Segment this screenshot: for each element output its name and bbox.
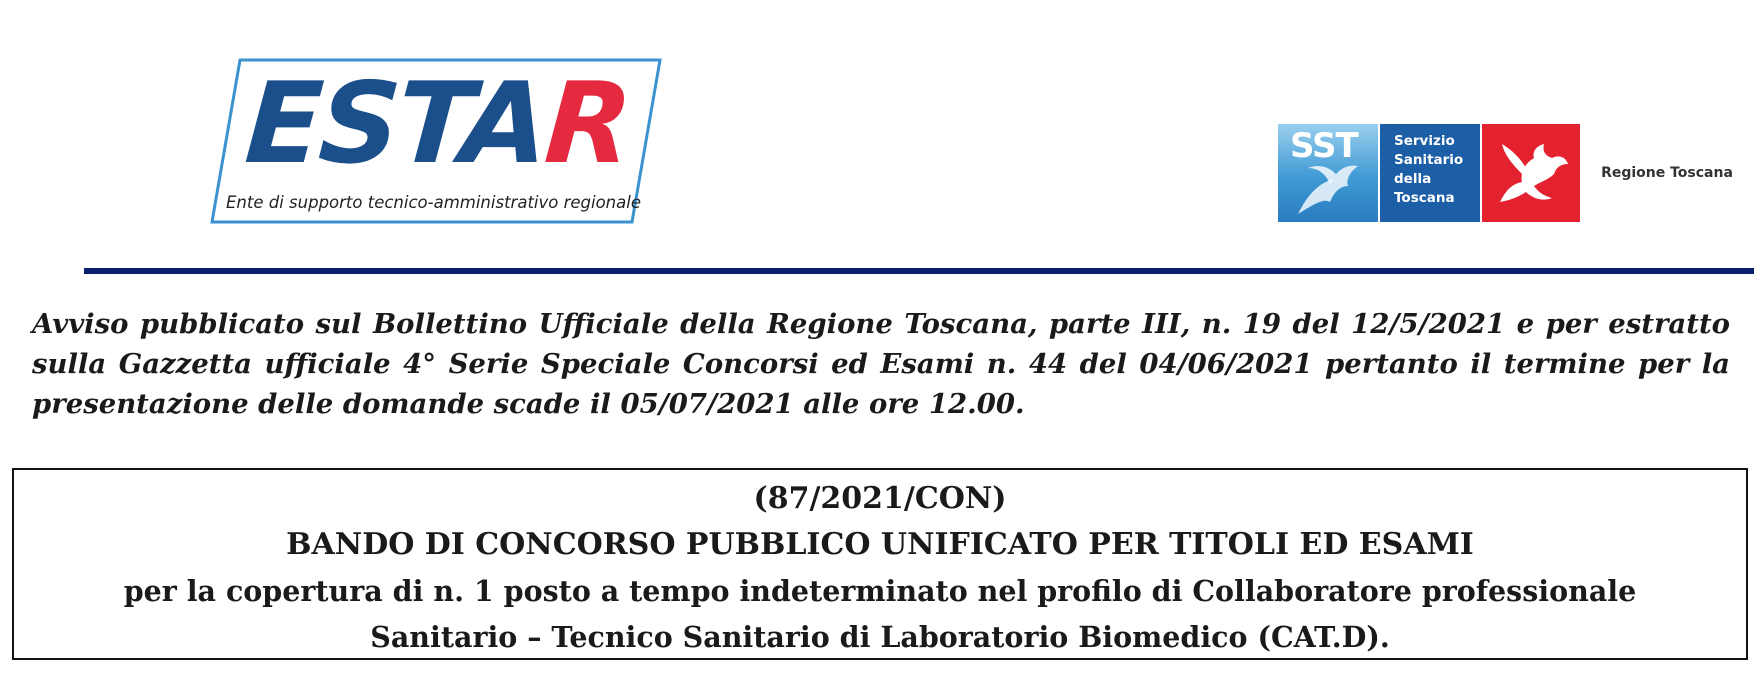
sst-logo — [1278, 124, 1752, 222]
sst-service-label — [1380, 124, 1480, 222]
header-divider — [84, 268, 1754, 274]
estar-logo — [210, 58, 662, 224]
sst-service-line: Toscana — [1394, 190, 1455, 206]
bando-header-box — [12, 468, 1748, 660]
tuscany-pegasus-emblem — [1482, 124, 1580, 222]
bando-title: BANDO DI CONCORSO PUBBLICO UNIFICATO PER TITOLI ED ESAMI — [286, 527, 1474, 562]
estar-wordmark — [241, 59, 634, 189]
sst-service-line: della — [1394, 171, 1432, 187]
publication-notice: Avviso pubblicato sul Bollettino Ufficiale della Regione Toscana, parte III, n. 19 del 12/5/2021 e per estratto sulla Gazzetta ufficiale 4° Serie Speciale Concorsi ed Esami n. 44 del 04/06/2021 pertanto il termine per la presentazione delle domande scade il 05/07/2021 alle ore 12.00. — [32, 308, 1730, 420]
sst-text: SST — [1290, 126, 1358, 166]
bando-description-line2: Sanitario – Tecnico Sanitario di Laboratorio Biomedico (CAT.D). — [370, 620, 1390, 654]
region-label: Regione Toscana — [1582, 124, 1752, 222]
estar-wordmark-blue: ESTA — [241, 59, 551, 189]
bando-description-line1: per la copertura di n. 1 posto a tempo indeterminato nel profilo di Collaboratore professionale — [123, 574, 1637, 608]
bando-code: (87/2021/CON) — [753, 481, 1007, 516]
estar-tagline: Ente di supporto tecnico-amministrativo regionale — [226, 193, 641, 212]
sst-emblem — [1278, 124, 1378, 222]
estar-wordmark-red: R — [541, 59, 634, 189]
pegasus-icon — [1482, 124, 1580, 222]
sst-service-line: Sanitario — [1394, 152, 1464, 168]
sst-service-line: Servizio — [1394, 133, 1455, 149]
